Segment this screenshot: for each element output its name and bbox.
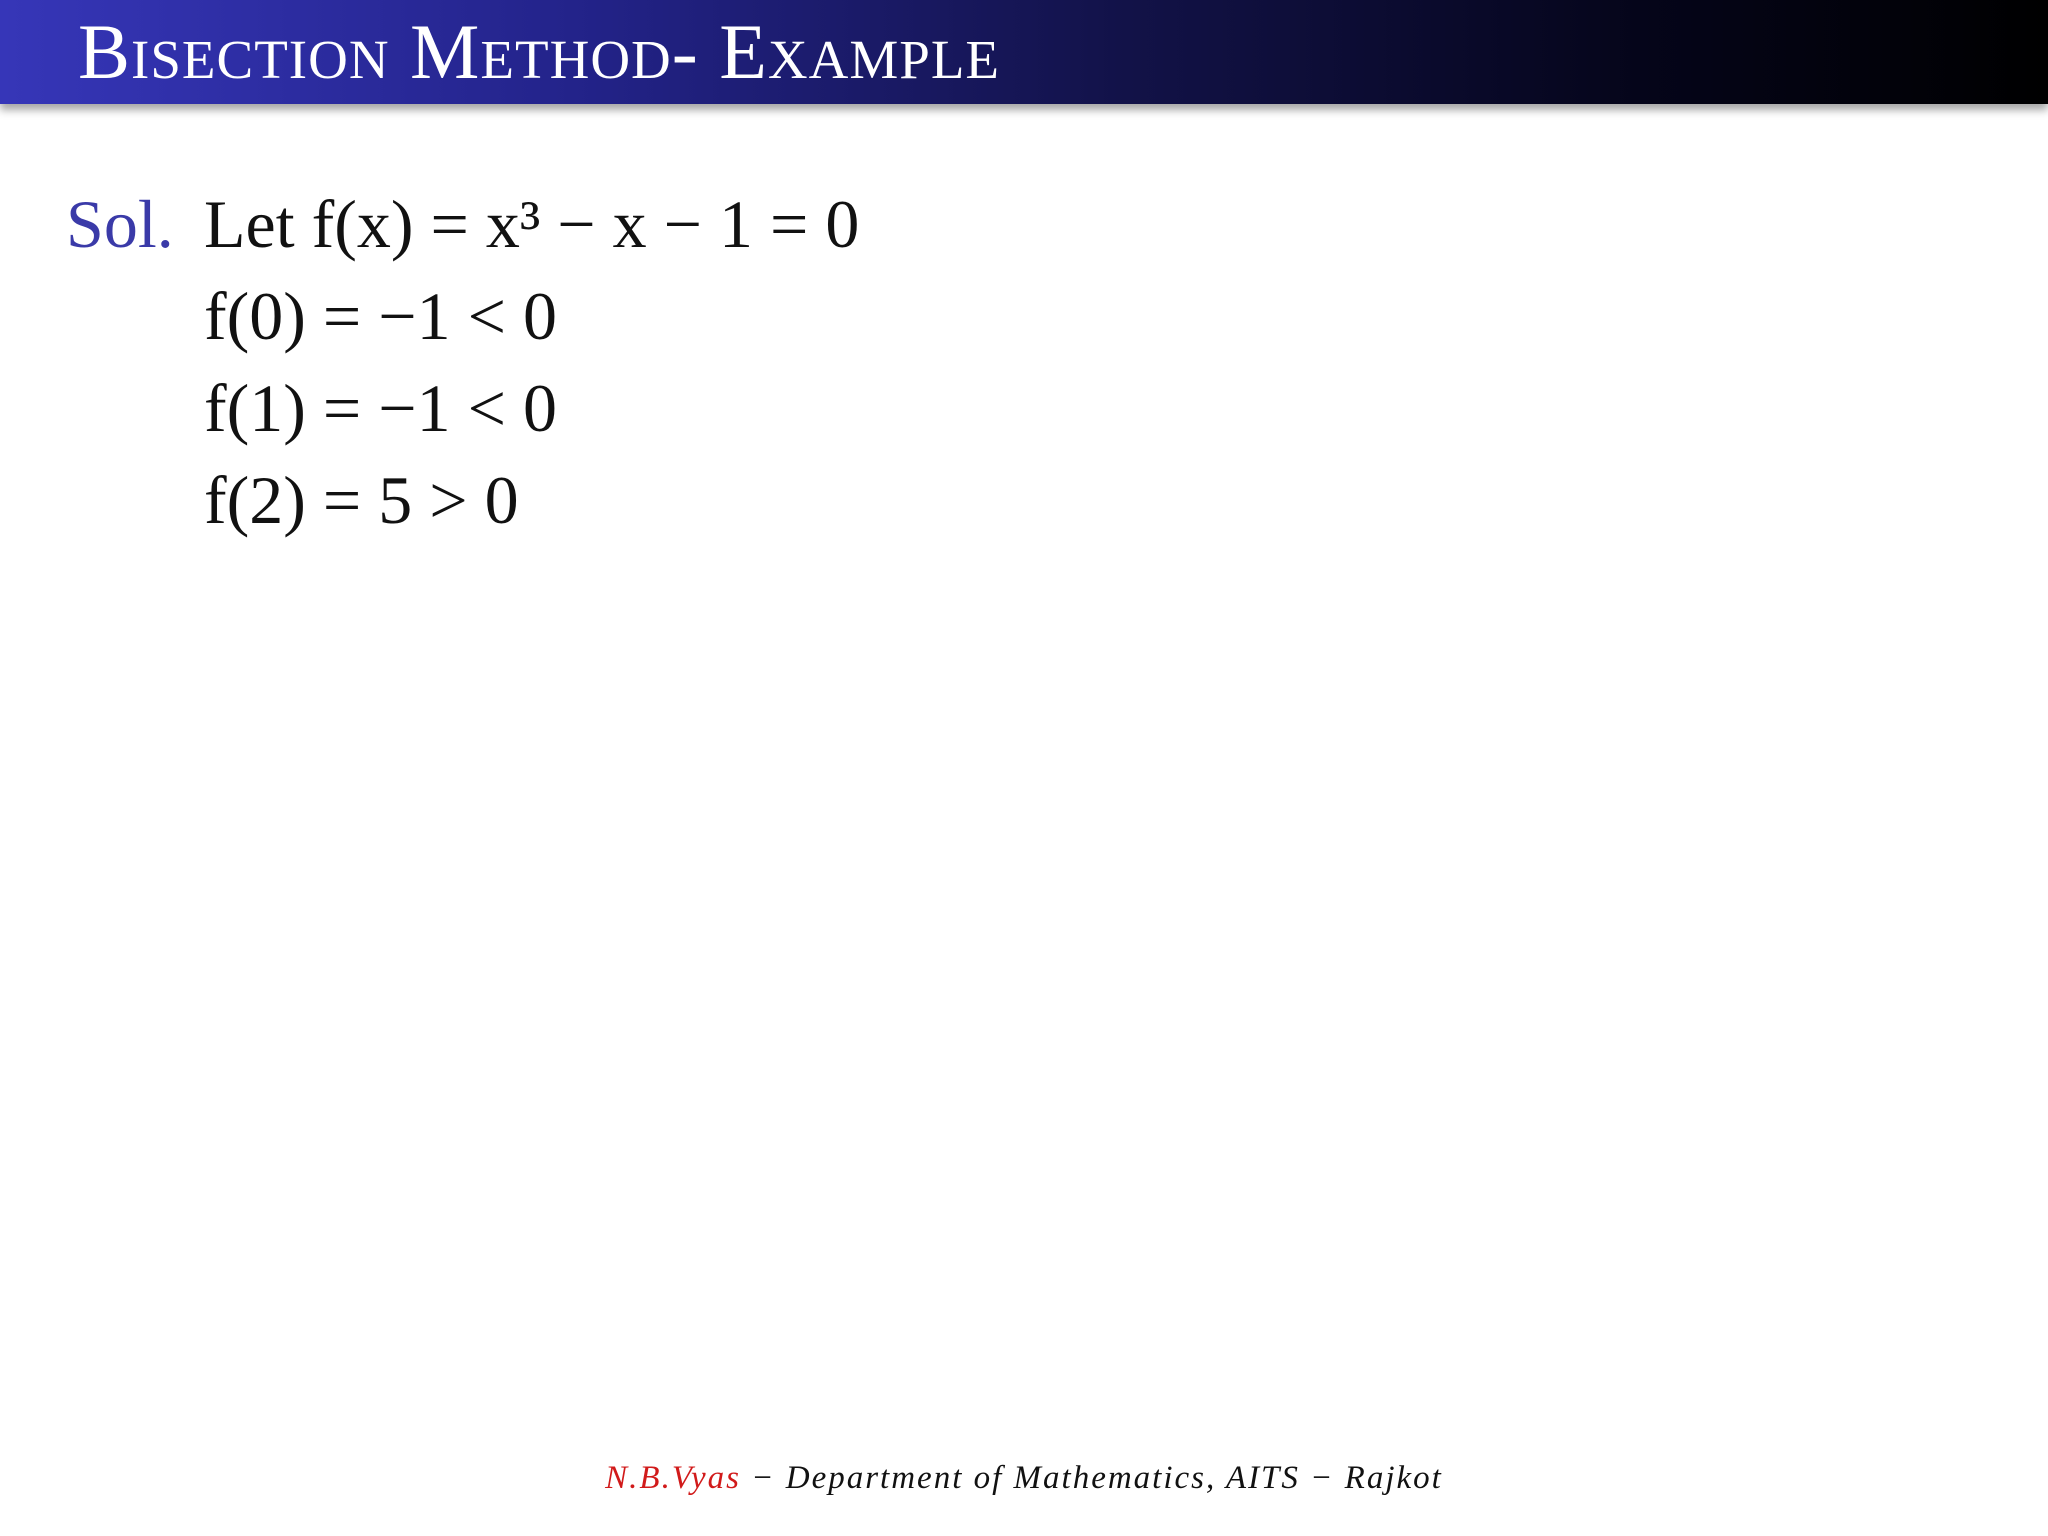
footer-author: N.B.Vyas — [605, 1460, 741, 1496]
evaluation-f2: f(2) = 5 > 0 — [204, 462, 519, 538]
slide-title-bar — [0, 0, 2048, 104]
evaluation-f0: f(0) = −1 < 0 — [204, 278, 557, 354]
footer-affiliation: − Department of Mathematics, AITS − Rajkot — [740, 1460, 1443, 1496]
solution-label: Sol. — [66, 186, 174, 262]
slide-title: Bisection Method- Example — [78, 8, 1001, 95]
equation-definition: Let f(x) = x³ − x − 1 = 0 — [204, 186, 860, 262]
evaluation-f1: f(1) = −1 < 0 — [204, 370, 557, 446]
slide-footer — [0, 1460, 2048, 1497]
